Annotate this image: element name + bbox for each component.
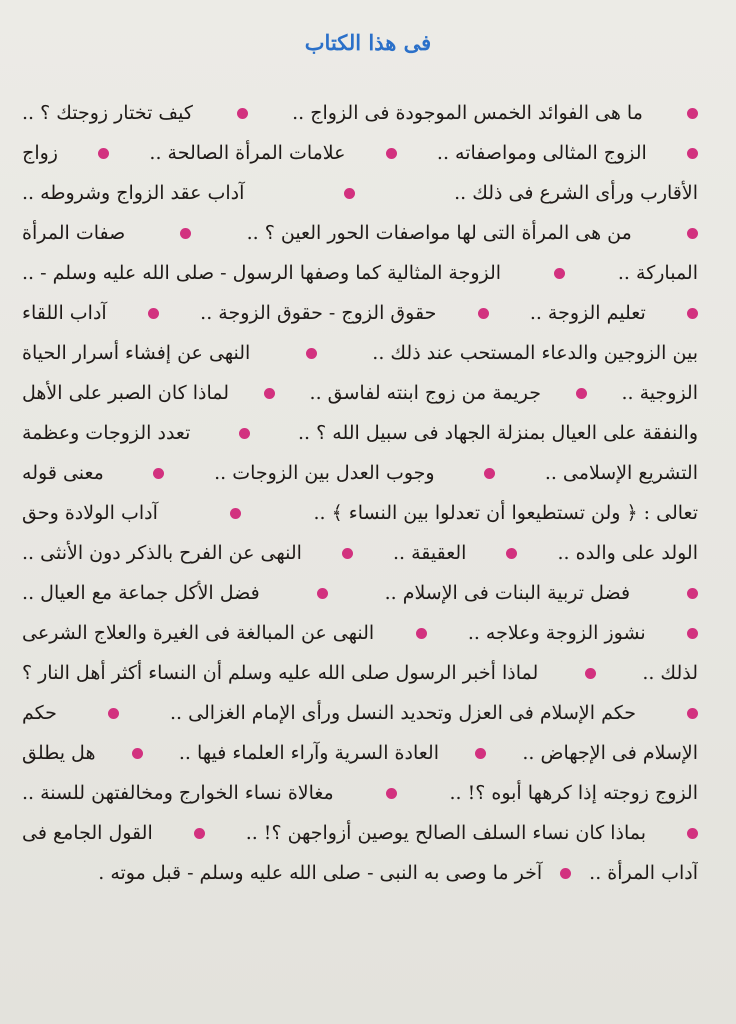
topic-text: الزوجة المثالية كما وصفها الرسول - صلى الله عليه وسلم - .. bbox=[22, 262, 502, 284]
bullet-icon bbox=[585, 668, 596, 679]
topic-text: آخر ما وصى به النبى - صلى الله عليه وسلم - قبل موته . bbox=[98, 862, 543, 884]
topic-text: آداب عقد الزواج وشروطه .. bbox=[22, 182, 245, 204]
bullet-icon bbox=[108, 708, 119, 719]
bullet-icon bbox=[98, 148, 109, 159]
topic-text: حكم الإسلام فى العزل وتحديد النسل ورأى الإمام الغزالى .. bbox=[169, 702, 636, 724]
topic-text: آداب الولادة وحق bbox=[22, 502, 158, 524]
topic-text: تعليم الزوجة .. bbox=[529, 302, 646, 324]
text-line bbox=[22, 173, 698, 213]
bullet-icon bbox=[687, 588, 698, 599]
bullet-icon bbox=[194, 828, 205, 839]
topic-text: آداب اللقاء bbox=[22, 302, 107, 324]
topic-text: حقوق الزوج - حقوق الزوجة .. bbox=[200, 302, 437, 324]
page-title: فى هذا الكتاب bbox=[304, 30, 432, 55]
text-line bbox=[22, 453, 698, 493]
topic-text: العادة السرية وآراء العلماء فيها .. bbox=[178, 742, 439, 764]
bullet-icon bbox=[317, 588, 328, 599]
bullet-icon bbox=[484, 468, 495, 479]
bullet-icon bbox=[687, 108, 698, 119]
text-line bbox=[22, 613, 698, 653]
text-line bbox=[22, 493, 698, 533]
topic-text: معنى قوله bbox=[22, 462, 104, 484]
text-line bbox=[22, 653, 698, 693]
topic-text: لماذا أخبر الرسول صلى الله عليه وسلم أن النساء أكثر أهل النار ؟ bbox=[22, 662, 539, 684]
topic-text: الإسلام فى الإجهاض .. bbox=[522, 742, 698, 764]
topic-text: بين الزوجين والدعاء المستحب عند ذلك .. bbox=[372, 342, 698, 364]
topic-text: هل يطلق bbox=[22, 742, 96, 764]
text-line bbox=[22, 413, 698, 453]
topic-text: تعدد الزوجات وعظمة bbox=[22, 422, 191, 444]
contents-list bbox=[22, 93, 698, 893]
bullet-icon bbox=[148, 308, 159, 319]
bullet-icon bbox=[237, 108, 248, 119]
topic-text: الزوجية .. bbox=[621, 382, 698, 404]
topic-text: آداب المرأة .. bbox=[589, 862, 698, 884]
topic-text: الزوج زوجته إذا كرهها أبوه ؟! .. bbox=[449, 782, 698, 804]
topic-text: النهى عن الفرح بالذكر دون الأنثى .. bbox=[22, 542, 302, 564]
bullet-icon bbox=[342, 548, 353, 559]
bullet-icon bbox=[687, 708, 698, 719]
bullet-icon bbox=[687, 628, 698, 639]
topic-text: الزوج المثالى ومواصفاته .. bbox=[436, 142, 647, 164]
text-line bbox=[22, 133, 698, 173]
topic-text: العقيقة .. bbox=[392, 542, 467, 564]
text-line bbox=[22, 813, 698, 853]
text-line bbox=[22, 333, 698, 373]
text-line bbox=[22, 733, 698, 773]
bullet-icon bbox=[264, 388, 275, 399]
topic-text: ما هى الفوائد الخمس الموجودة فى الزواج .. bbox=[292, 102, 643, 124]
bullet-icon bbox=[306, 348, 317, 359]
bullet-icon bbox=[416, 628, 427, 639]
bullet-icon bbox=[576, 388, 587, 399]
bullet-icon bbox=[153, 468, 164, 479]
topic-text: من هى المرأة التى لها مواصفات الحور العين ؟ .. bbox=[246, 222, 632, 244]
bullet-icon bbox=[386, 148, 397, 159]
bullet-icon bbox=[506, 548, 517, 559]
bullet-icon bbox=[230, 508, 241, 519]
topic-text: حكم bbox=[22, 702, 57, 724]
bullet-icon bbox=[478, 308, 489, 319]
topic-text: النهى عن المبالغة فى الغيرة والعلاج الشرعى bbox=[22, 622, 375, 644]
bullet-icon bbox=[180, 228, 191, 239]
topic-text: وجوب العدل بين الزوجات .. bbox=[214, 462, 435, 484]
topic-text: الولد على والده .. bbox=[557, 542, 698, 564]
bullet-icon bbox=[687, 828, 698, 839]
topic-text: والنفقة على العيال بمنزلة الجهاد فى سبيل الله ؟ .. bbox=[298, 422, 698, 444]
text-line bbox=[22, 93, 698, 133]
topic-text: جريمة من زوج ابنته لفاسق .. bbox=[309, 382, 541, 404]
bullet-icon bbox=[560, 868, 571, 879]
topic-text: تعالى : ﴿ ولن تستطيعوا أن تعدلوا بين النساء ﴾ .. bbox=[313, 502, 698, 524]
topic-text: فضل تربية البنات فى الإسلام .. bbox=[384, 582, 631, 604]
topic-text: مغالاة نساء الخوارج ومخالفتهن للسنة .. bbox=[22, 782, 334, 804]
bullet-icon bbox=[687, 228, 698, 239]
topic-text: علامات المرأة الصالحة .. bbox=[149, 142, 346, 164]
text-line bbox=[22, 253, 698, 293]
topic-text: صفات المرأة bbox=[22, 222, 126, 244]
bullet-icon bbox=[239, 428, 250, 439]
text-line bbox=[22, 773, 698, 813]
bullet-icon bbox=[132, 748, 143, 759]
text-line bbox=[22, 293, 698, 333]
topic-text: لذلك .. bbox=[642, 662, 698, 684]
topic-text: النهى عن إفشاء أسرار الحياة bbox=[22, 342, 251, 364]
topic-text: كيف تختار زوجتك ؟ .. bbox=[22, 102, 193, 124]
bullet-icon bbox=[386, 788, 397, 799]
topic-text: التشريع الإسلامى .. bbox=[544, 462, 698, 484]
topic-text: بماذا كان نساء السلف الصالح يوصين أزواجهن ؟! .. bbox=[245, 822, 647, 844]
topic-text: زواج bbox=[22, 142, 58, 164]
text-line bbox=[22, 853, 698, 893]
topic-text: المباركة .. bbox=[617, 262, 698, 284]
bullet-icon bbox=[475, 748, 486, 759]
topic-text: نشوز الزوجة وعلاجه .. bbox=[467, 622, 646, 644]
topic-text: الأقارب ورأى الشرع فى ذلك .. bbox=[454, 182, 698, 204]
text-line bbox=[22, 573, 698, 613]
text-line bbox=[22, 213, 698, 253]
topic-text: فضل الأكل جماعة مع العيال .. bbox=[22, 582, 260, 604]
bullet-icon bbox=[554, 268, 565, 279]
text-line bbox=[22, 693, 698, 733]
bullet-icon bbox=[687, 308, 698, 319]
bullet-icon bbox=[344, 188, 355, 199]
topic-text: القول الجامع فى bbox=[22, 822, 153, 844]
text-line bbox=[22, 533, 698, 573]
text-line bbox=[22, 373, 698, 413]
topic-text: لماذا كان الصبر على الأهل bbox=[22, 382, 230, 404]
bullet-icon bbox=[687, 148, 698, 159]
